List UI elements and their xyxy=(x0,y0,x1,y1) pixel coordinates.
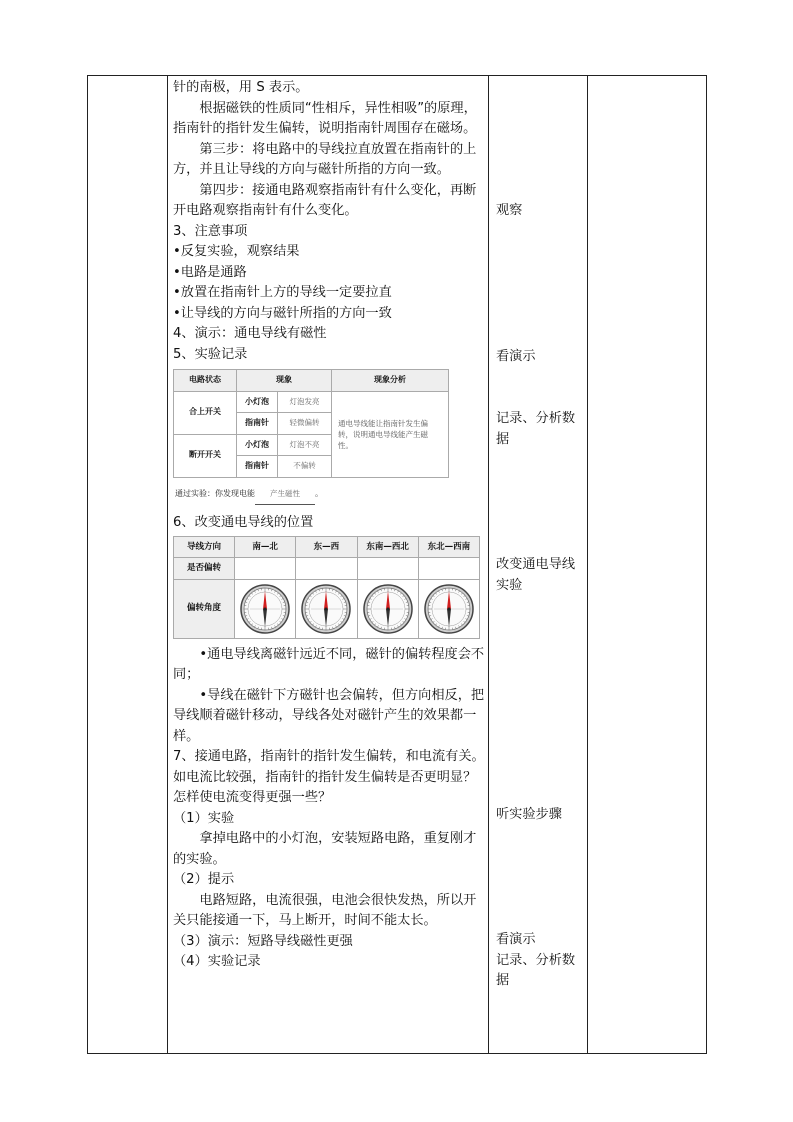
table-header: 东—西 xyxy=(296,536,357,558)
table-header: 导线方向 xyxy=(174,536,235,558)
table-header: 东南—西北 xyxy=(357,536,418,558)
activity-text: 看演示 xyxy=(496,349,536,364)
bullet-item: •导线在磁针下方磁针也会偏转，但方向相反，把导线顺着磁针移动，导线各处对磁针产生的效果都一样。 xyxy=(173,687,485,744)
table-cell xyxy=(296,579,357,638)
activity-text: 看演示 xyxy=(496,932,536,947)
section-heading: 6、改变通电导线的位置 xyxy=(173,515,314,530)
row-sublabel: 指南针 xyxy=(237,413,278,435)
table-header: 电路状态 xyxy=(174,370,237,392)
section-heading: 5、实验记录 xyxy=(173,346,248,362)
experiment-record-table xyxy=(173,369,449,478)
table-cell: 灯泡发亮 xyxy=(278,391,332,413)
sub-heading: （2）提示 xyxy=(173,872,235,887)
activity-text: 听实验步骤 xyxy=(496,807,562,822)
activity-text: 记录、分析数据 xyxy=(496,411,576,447)
activity-text: 改变通电导线实验 xyxy=(496,557,576,593)
bullet-item: •通电导线离磁针远近不同，磁针的偏转程度会不同； xyxy=(173,646,485,682)
compass-icon xyxy=(240,584,290,634)
compass-icon xyxy=(363,584,413,634)
activity-note xyxy=(496,409,586,450)
table-cell: 不偏转 xyxy=(278,456,332,478)
row-label: 合上开关 xyxy=(174,391,237,434)
row-sublabel: 小灯泡 xyxy=(237,391,278,413)
activity-note xyxy=(496,201,586,222)
table-header: 现象分析 xyxy=(332,370,449,392)
table-cell xyxy=(357,558,418,580)
row-sublabel: 小灯泡 xyxy=(237,434,278,456)
sub-heading: （3）演示：短路导线磁性更强 xyxy=(173,933,353,949)
step-three: 第三步：将电路中的导线拉直放置在指南针的上方，并且让导线的方向与磁针所指的方向一致。 xyxy=(173,141,477,177)
bullet-item: •放置在指南针上方的导线一定要拉直 xyxy=(173,285,392,300)
paragraph: 根据磁铁的性质同“性相斥，异性相吸”的原理，指南针的指针发生偏转，说明指南针周围存在磁场。 xyxy=(173,100,477,136)
paragraph: 拿掉电路中的小灯泡，安装短路电路，重复刚才的实验。 xyxy=(173,831,477,867)
bullet-item: •反复实验，观察结果 xyxy=(173,244,300,259)
table-cell: 灯泡不亮 xyxy=(278,434,332,456)
wire-direction-table xyxy=(173,536,480,639)
table-cell xyxy=(235,579,296,638)
row-label: 是否偏转 xyxy=(174,558,235,580)
conclusion-answer: 产生磁性 xyxy=(255,484,315,506)
section-heading: 7、接通电路，指南针的指针发生偏转，和电流有关。如电流比较强，指南针的指针发生偏转是否更明显？怎样使电流变得更强一些？ xyxy=(173,749,485,805)
table-header: 南—北 xyxy=(235,536,296,558)
bullet-item: •让导线的方向与磁针所指的方向一致 xyxy=(173,305,392,321)
table-border-bottom xyxy=(87,1053,707,1054)
table-border-col2 xyxy=(488,75,489,1054)
table-cell xyxy=(235,558,296,580)
table-cell xyxy=(418,579,479,638)
activity-note xyxy=(496,347,586,368)
table-cell xyxy=(418,558,479,580)
row-label: 断开开关 xyxy=(174,434,237,477)
sub-heading: （1）实验 xyxy=(173,810,235,826)
compass-icon xyxy=(301,584,351,634)
table-header: 东北—西南 xyxy=(418,536,479,558)
analysis-cell: 通电导线能让指南针发生偏转，说明通电导线能产生磁性。 xyxy=(332,391,449,477)
table-border-col1 xyxy=(167,75,168,1054)
bullet-item: •电路是通路 xyxy=(173,264,247,280)
section-heading: 3、注意事项 xyxy=(173,223,248,239)
table-border-col3 xyxy=(587,75,588,1054)
sub-heading: （4）实验记录 xyxy=(173,954,261,969)
conclusion-prefix: 通过实验：你发现电能 xyxy=(175,488,255,498)
row-label: 偏转角度 xyxy=(174,579,235,638)
table-border-top xyxy=(87,75,707,76)
activity-text: 记录、分析数据 xyxy=(496,952,576,988)
table-cell: 轻微偏转 xyxy=(278,413,332,435)
compass-icon xyxy=(424,584,474,634)
activity-note xyxy=(496,555,586,596)
activity-note xyxy=(496,930,586,992)
table-cell xyxy=(296,558,357,580)
activity-text: 观察 xyxy=(496,203,523,218)
table-border-right xyxy=(706,75,707,1054)
paragraph: 电路短路，电流很强，电池会很快发热，所以开关只能接通一下，马上断开，时间不能太长。 xyxy=(173,892,477,928)
section-heading: 4、演示：通电导线有磁性 xyxy=(173,326,327,341)
table-border-left xyxy=(87,75,88,1054)
table-cell xyxy=(357,579,418,638)
teaching-process-column xyxy=(173,78,485,973)
table-header: 现象 xyxy=(237,370,332,392)
step-four: 第四步：接通电路观察指南针有什么变化，再断开电路观察指南针有什么变化。 xyxy=(173,182,477,218)
row-sublabel: 指南针 xyxy=(237,456,278,478)
activity-note xyxy=(496,805,586,826)
conclusion-line xyxy=(175,484,485,506)
paragraph: 针的南极，用 S 表示。 xyxy=(173,80,309,95)
conclusion-suffix: 。 xyxy=(315,488,323,498)
